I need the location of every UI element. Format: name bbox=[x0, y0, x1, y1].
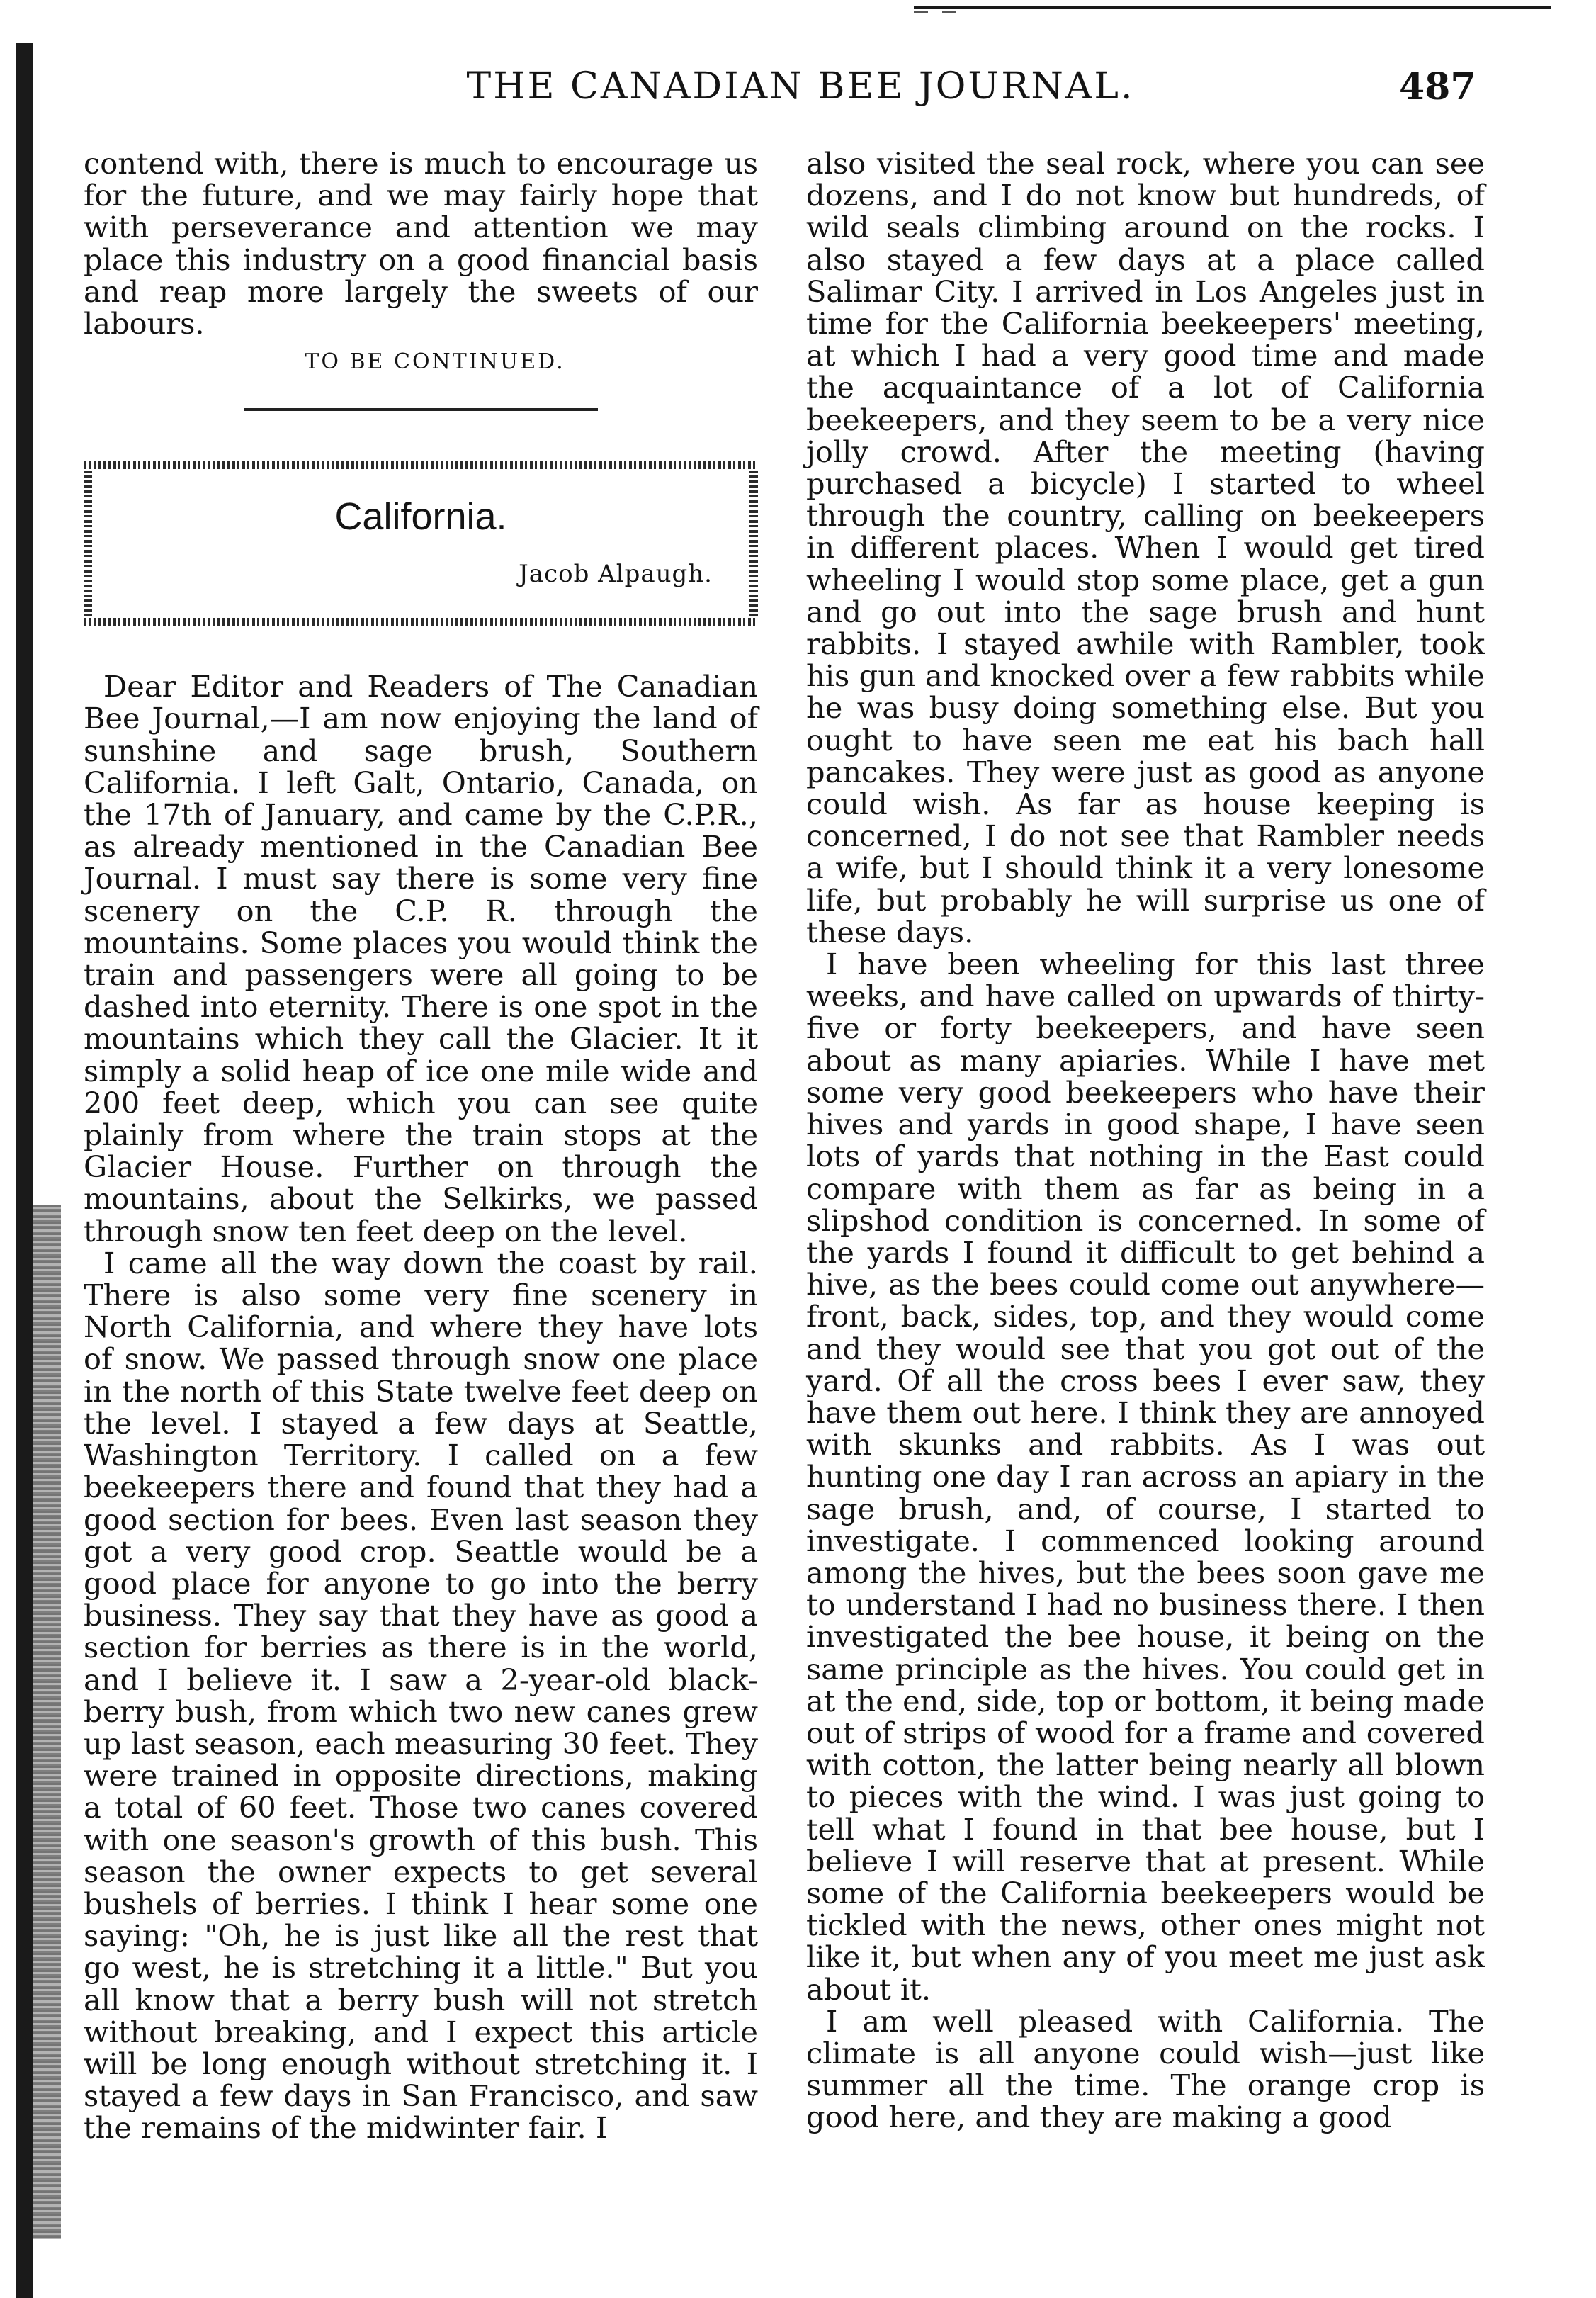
scan-binding-shadow bbox=[33, 1205, 61, 2239]
scan-page-edge bbox=[16, 43, 33, 2298]
right-column bbox=[806, 147, 1485, 2134]
running-head: THE CANADIAN BEE JOURNAL. bbox=[466, 65, 1135, 108]
article-paragraph: I have been wheeling for this last three weeks, and have called on upwards of thirty-five or forty beekeepers, and have seen about as many apiaries. While I have met some very good beekeepers who have their hives and yards in good shape, I have seen lots of yards that nothing in the East could compare with them as far as being in a slipshod condition is concerned. In some of the yards I found it difficult to get behind a hive, as the bees could come out anywhere—front, back, sides, top, and they would come and they would see that you got out of the yard. Of all the cross bees I ever saw, they have them out here. I think they are annoyed with skunks and rabbits. As I was out hunting one day I ran across an apiary in the sage brush, and, of course, I started to investigate. I commenced looking around among the hives, but the bees soon gave me to understand I had no business there. I then investigated the bee house, it being on the same principle as the hives. You could get in at the end, side, top or bottom, it being made out of strips of wood for a frame and covered with cotton, the latter being nearly all blown to pieces with the wind. I was just going to tell what I found in that bee house, but I believe I will reserve that at present. While some of the California beekeepers would be tickled with the news, other ones might not like it, but when any of you meet me just ask about it. bbox=[806, 947, 1485, 2007]
article-paragraph: I came all the way down the coast by rail. There is also some very fine scenery in North California, and where they have lots of snow. We passed through snow one place in the north of this State twelve feet deep on the level. I stayed a few days at Seattle, Washington Territory. I called on a few beekeepers there and found that they had a good section for bees. Even last season they got a very good crop. Seattle would be a good place for anyone to go into the berry business. They say that they have as good a section for berries as there is in the world, and I believe it. I saw a 2-year-old black-berry bush, from which two new canes grew up last season, each measuring 30 feet. They were trained in opposite directions, making a total of 60 feet. Those two canes covered with one season's growth of this bush. This season the owner expects to get several bushels of berries. I think I hear some one saying: "Oh, he is just like all the rest that go west, he is stretching it a little." But you all know that a berry bush will not stretch without breaking, and I expect this article will be long enough without stretching it. I stayed a few days in San Francisco, and saw the remains of the midwinter fair. I bbox=[84, 1245, 758, 2146]
continued-note: TO BE CONTINUED. bbox=[305, 349, 565, 375]
article-title: California. bbox=[334, 495, 507, 539]
page-number: 487 bbox=[1399, 65, 1476, 108]
article-paragraph: I am well pleased with California. The climate is all anyone could wish—just like summer all the time. The orange crop is good here, and they are making a good bbox=[806, 2003, 1485, 2135]
article-author: Jacob Alpaugh. bbox=[519, 560, 713, 589]
left-column bbox=[84, 147, 758, 2144]
section-divider bbox=[244, 408, 598, 411]
article-paragraph: Dear Editor and Readers of The Canadian Bee Journal,—I am now enjoying the land of sunshine and sage brush, Southern California. I left Galt, Ontario, Canada, on the 17th of January, and came by the C.P.R., as already mentioned in the Canadian Bee Journal. I must say there is some very fine scenery on the C.P. R. through the mountains. Some places you would think the train and passengers were all going to be dashed into eternity. There is one spot in the mountains which they call the Glacier. It it simply a solid heap of ice one mile wide and 200 feet deep, which you can see quite plainly from where the train stops at the Glacier House. Further on through the mountains, about the Selkirks, we passed through snow ten feet deep on the level. bbox=[84, 669, 758, 1249]
top-dash bbox=[914, 11, 928, 13]
article-paragraph: also visited the seal rock, where you can see dozens, and I do not know but hundreds, of wild seals climbing around on the rocks. I also stayed a few days at a place called Salimar City. I arrived in Los Angeles just in time for the California beekeepers' meeting, at which I had a very good time and made the acquaintance of a lot of California beekeepers, and they seem to be a very nice jolly crowd. After the meeting (having purchased a bicycle) I started to wheel through the country, calling on beekeepers in different places. When I would get tired wheeling I would stop some place, get a gun and go out into the sage brush and hunt rabbits. I stayed awhile with Rambler, took his gun and knocked over a few rabbits while he was busy doing something else. But you ought to have seen me eat his bach hall pancakes. They were just as good as anyone could wish. As far as house keeping is concerned, I do not see that Rambler needs a wife, but I should think it a very lonesome life, but probably he will surprise us one of these days. bbox=[806, 146, 1485, 950]
page-header bbox=[0, 65, 1596, 129]
article-title-box bbox=[84, 461, 758, 626]
top-dash bbox=[942, 11, 956, 13]
top-rule bbox=[914, 6, 1551, 9]
previous-article-ending: contend with, there is much to encourage us for the future, and we may fairly hope that with perseverance and attention we may place this industry on a good financial basis and reap more largely the sweets of our labours. bbox=[84, 146, 758, 342]
